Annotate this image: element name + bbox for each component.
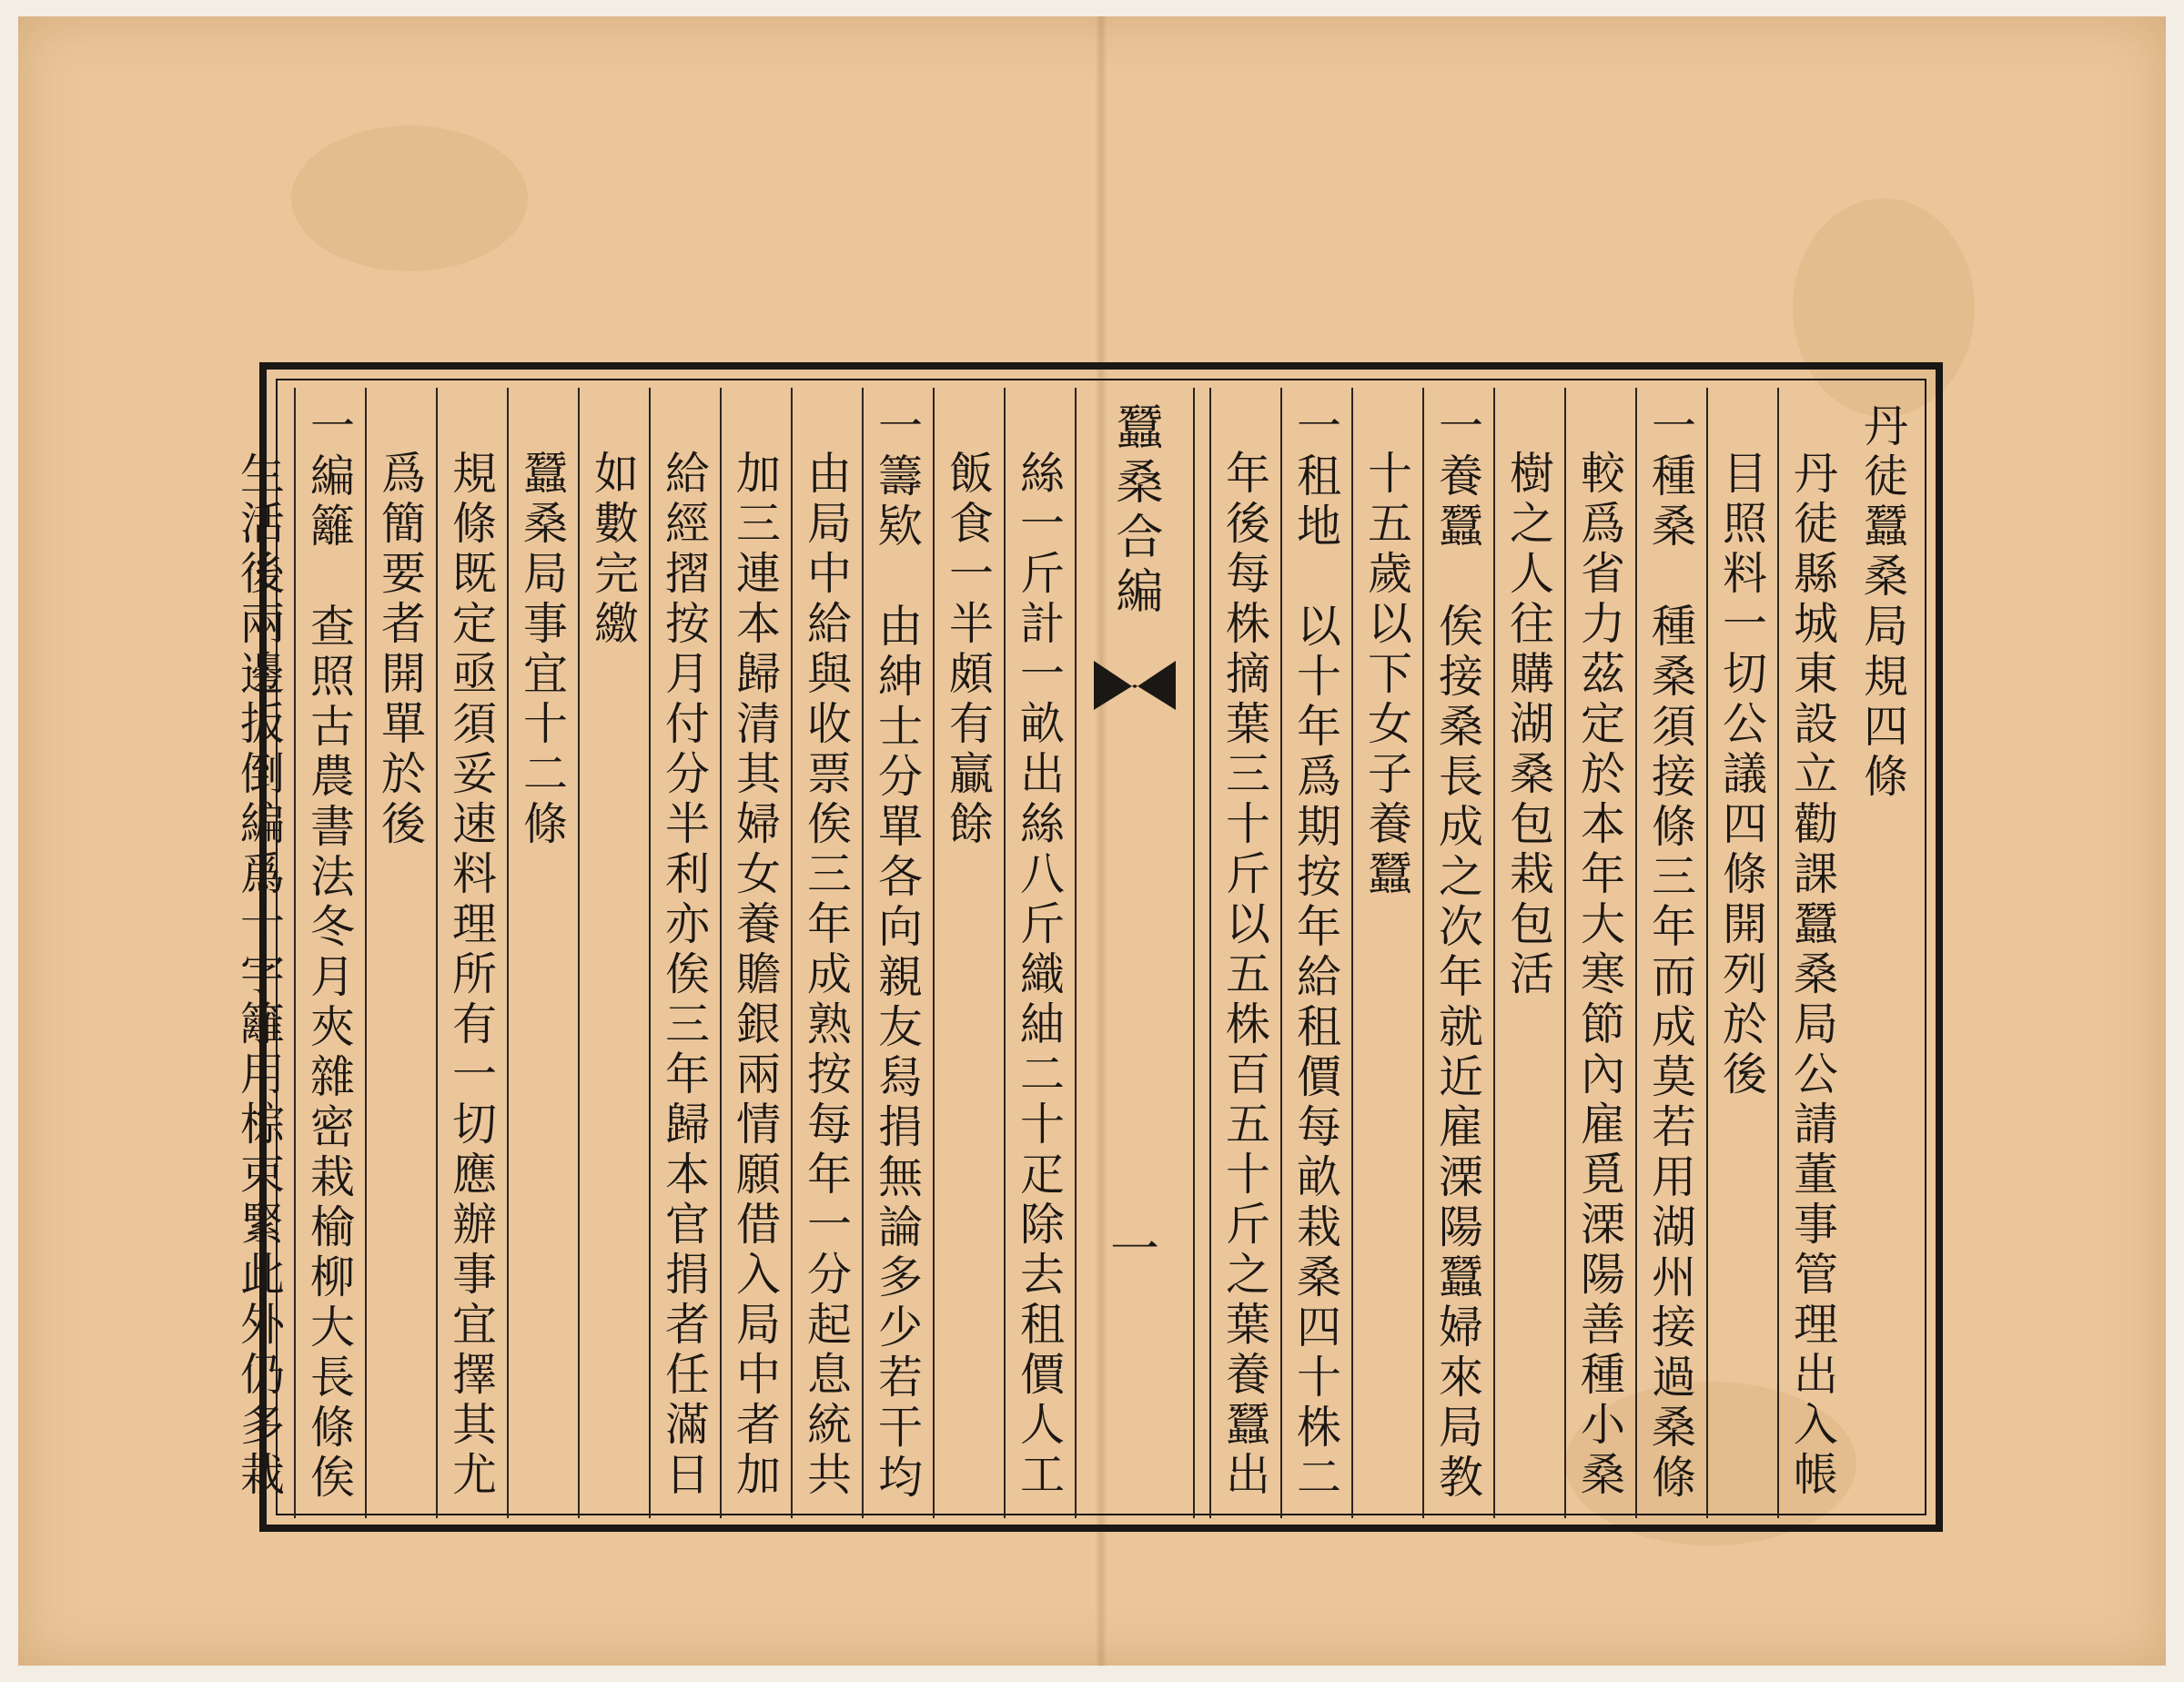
- column-text: 目照料一切公議四條開列於後: [1715, 450, 1768, 1100]
- text-column: [649, 388, 718, 1518]
- text-column: [933, 388, 1002, 1518]
- column-text: 十五歲以下女子養蠶: [1360, 450, 1413, 900]
- text-column: [791, 388, 860, 1518]
- column-text: 飯食一半頗有贏餘: [942, 450, 995, 850]
- column-text: 一籌欵 由紳士分單各向親友舄捐無論多少若干均: [871, 402, 924, 1504]
- column-text: 如數完繳: [587, 450, 640, 650]
- column-text: 絲一斤計一畝出絲八斤織紬二十疋除去租價人工: [1013, 450, 1066, 1501]
- text-column: [1209, 388, 1279, 1518]
- column-text: 加三連本歸清其婦女養贍銀兩情願借入局中者加: [729, 450, 782, 1501]
- page-number: 一: [1110, 1221, 1159, 1278]
- column-text: 一編籬 查照古農書法冬月夾雜密栽榆柳大長條俟: [303, 402, 356, 1504]
- paper-stain: [291, 126, 528, 271]
- column-text: 一養蠶 俟接桑長成之次年就近雇溧陽蠶婦來局教: [1431, 402, 1484, 1504]
- text-column: [578, 388, 647, 1518]
- column-text: 爲簡要者開單於後: [374, 450, 427, 850]
- text-column: [436, 388, 505, 1518]
- text-column: [294, 388, 363, 1518]
- text-column: [1280, 388, 1350, 1518]
- text-column: [1351, 388, 1421, 1518]
- text-column: [1706, 388, 1775, 1518]
- text-column: [507, 388, 576, 1518]
- text-column: [1848, 388, 1917, 1518]
- text-column: [720, 388, 789, 1518]
- column-text: 生活後兩邊扳倒編爲十字籬用棕束緊此外仍多栽: [233, 450, 286, 1501]
- column-text: 由局中給與收票俟三年成熟按每年一分起息統共: [800, 450, 853, 1501]
- column-text: 樹之人往購湖桑包栽包活: [1502, 450, 1555, 1000]
- column-text: 給經摺按月付分半利亦俟三年歸本官捐者任滿日: [658, 450, 711, 1501]
- column-text: 規條既定亟須妥速料理所有一切應辦事宜擇其尤: [445, 450, 498, 1501]
- book-title: 蠶桑合編: [1107, 402, 1162, 621]
- column-text: 丹徒縣城東設立勸課蠶桑局公請董事管理出入帳: [1786, 450, 1839, 1501]
- column-text: 丹徒蠶桑局規四條: [1856, 402, 1909, 803]
- column-text: 一種桑 種桑須接條三年而成莫若用湖州接過桑條: [1644, 402, 1697, 1504]
- text-column: [1777, 388, 1846, 1518]
- column-text: 一租地 以十年爲期按年給租價每畝栽桑四十株二: [1289, 402, 1342, 1504]
- text-column: [1004, 388, 1073, 1518]
- text-column: [1493, 388, 1562, 1518]
- fishtail-mark: [1094, 661, 1176, 710]
- center-strip: [1075, 388, 1195, 1518]
- printed-frame: [233, 362, 1943, 1532]
- column-text: 年後每株摘葉三十斤以五株百五十斤之葉養蠶出: [1218, 450, 1271, 1501]
- book-page-spread: [18, 16, 2166, 1666]
- text-column: [1422, 388, 1491, 1518]
- text-column: [1564, 388, 1633, 1518]
- column-text: 蠶桑局事宜十二條: [516, 450, 569, 850]
- column-text: 較爲省力茲定於本年大寒節內雇覓溧陽善種小桑: [1573, 450, 1626, 1501]
- text-column: [225, 388, 294, 1518]
- text-column: [862, 388, 931, 1518]
- text-column: [1635, 388, 1704, 1518]
- text-column: [365, 388, 434, 1518]
